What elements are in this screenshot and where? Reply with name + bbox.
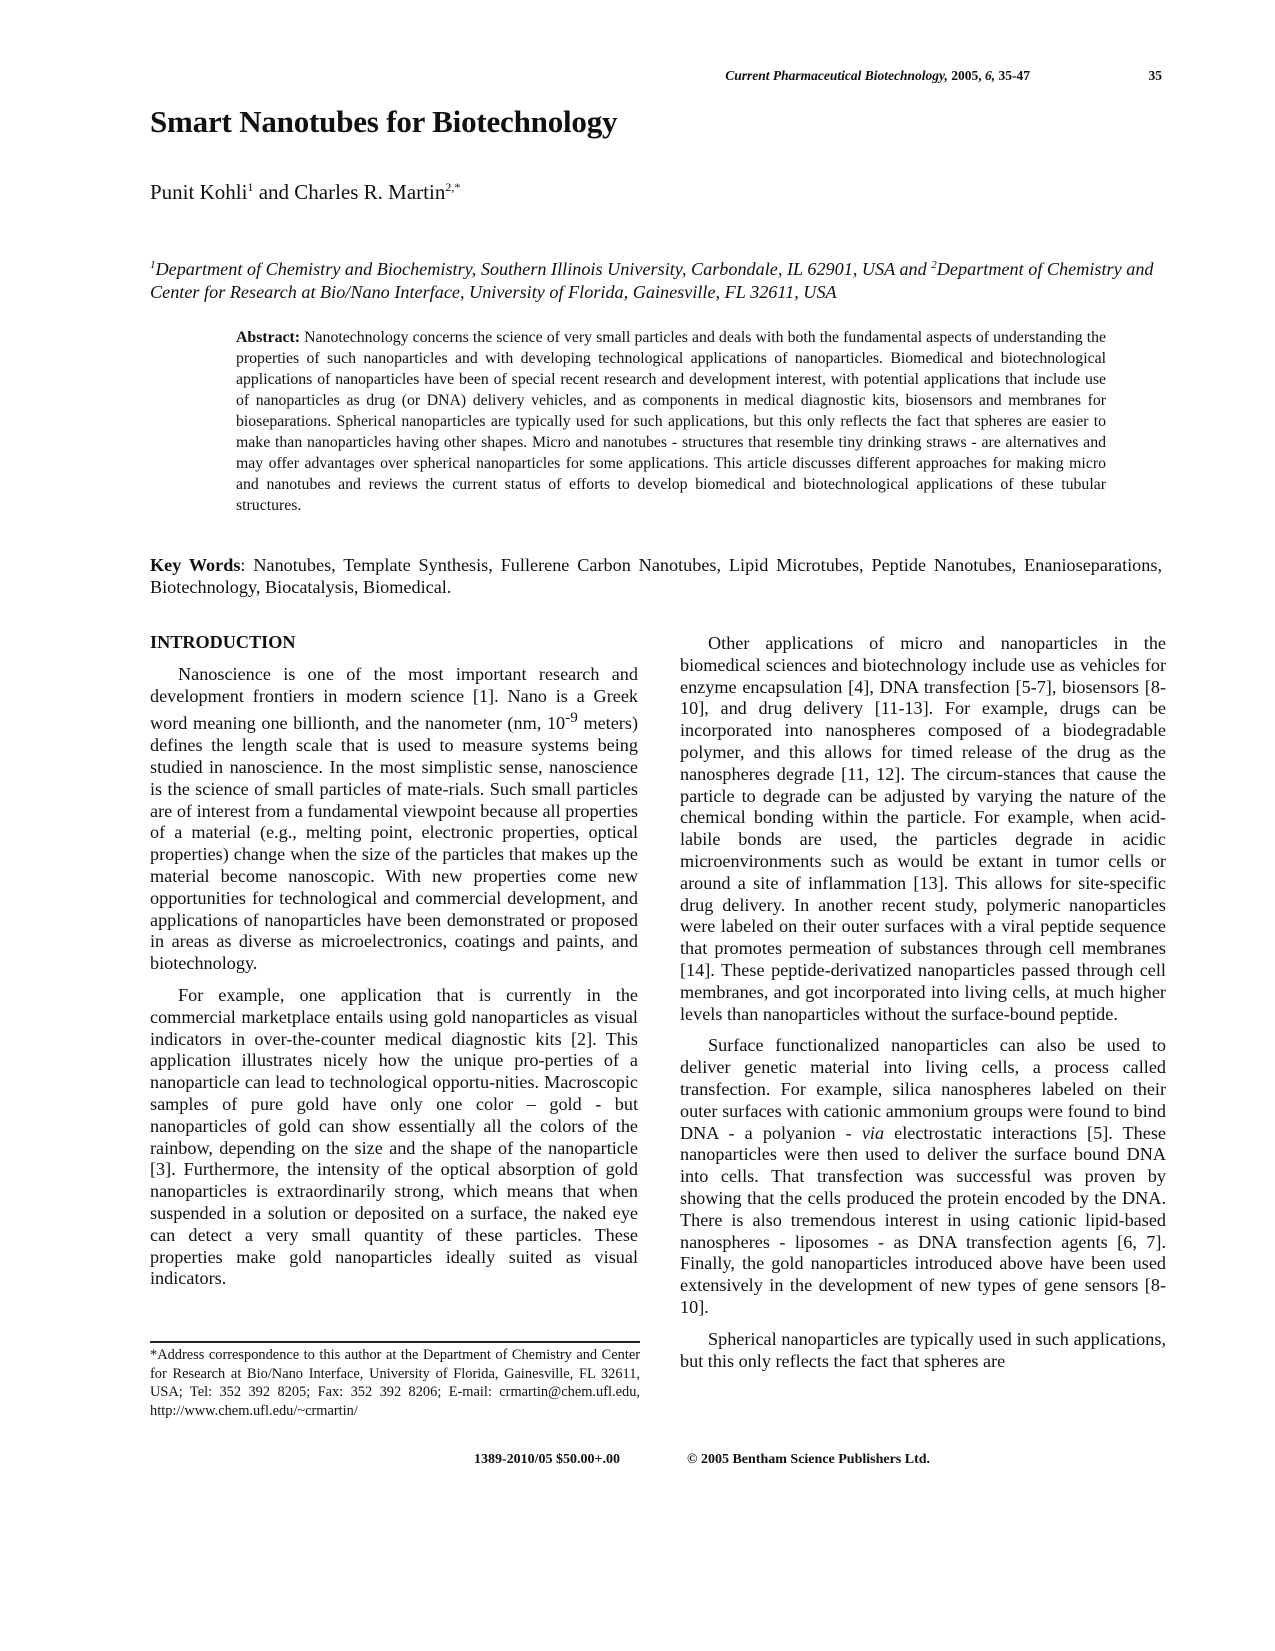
author-name: Punit Kohli [150, 180, 248, 204]
exponent: -9 [565, 709, 578, 727]
affiliation-mark: 1 [150, 259, 156, 271]
copyright-notice: © 2005 Bentham Science Publishers Ltd. [687, 1452, 931, 1467]
body-paragraph: Spherical nanoparticles are typically used in such applications, but this only reflects the fact that spheres are [680, 1328, 1166, 1371]
author-affiliation-mark: 2,* [445, 180, 461, 194]
body-paragraph [680, 1035, 1166, 1318]
footnote-divider [150, 1341, 640, 1343]
body-paragraph: Other applications of micro and nanoparticles in the biomedical sciences and biotechnology include use as vehicles for enzyme encapsulation [4], DNA transfection [5-7], biosensors [8-10], and drug delivery [11-13]. For example, drugs can be incorporated into nanospheres composed of a biodegradable polymer, and this allows for timed release of the drug as the nanospheres degrade [11, 12]. The circum-stances that cause the particle to degrade can be adjusted by varying the nature of the chemical bonding within the particle. For example, when acid-labile bonds are used, the particles degrade in acidic microenvironments such as would be extant in tumor cells or around a site of inflammation [13]. This allows for site-specific drug delivery. In another recent study, polymeric nanoparticles were labeled on their outer surfaces with a viral peptide sequence that promotes permeation of substances through cell membranes [14]. These peptide-derivatized nanoparticles passed through cell membranes, and got incorporated into living cells, at much higher levels than nanoparticles without the surface-bound peptide. [680, 633, 1166, 1024]
affiliations [150, 254, 1162, 304]
keywords-label: Key Words [150, 555, 241, 575]
paragraph-text: Surface functionalized nanoparticles can also be used to deliver genetic material into living cells, a process called transfection. For example, silica nanospheres labeled on their outer surfaces with cationic ammonium groups were found to bind DNA - a polyanion - [680, 1035, 1166, 1143]
abstract-label: Abstract: [236, 329, 301, 346]
keywords [150, 554, 1162, 598]
section-heading: INTRODUCTION [150, 632, 296, 652]
author-name: Charles R. Martin [294, 180, 446, 204]
right-column [680, 633, 1166, 1382]
journal-citation [150, 68, 1030, 84]
correspondence-footnote: *Address correspondence to this author at the Department of Chemistry and Center for Research at Bio/Nano Interface, University of Florida, Gainesville, FL 32611, USA; Tel: 352 392 8205; Fax: 352 392 8206; E-mail: crmartin@chem.ufl.edu, http://www.chem.ufl.edu/~crmartin/ [150, 1347, 640, 1419]
issn-price: 1389-2010/05 $50.00+.00 [474, 1452, 621, 1467]
journal-year: 2005, [947, 68, 985, 83]
keywords-text: : Nanotubes, Template Synthesis, Fullerene Carbon Nanotubes, Lipid Microtubes, Peptide Nanotubes, Enanioseparations, Biotechnology, Biocatalysis, Biomedical. [150, 555, 1162, 597]
journal-pages: 35-47 [995, 68, 1030, 83]
body-paragraph [150, 664, 638, 975]
italic-term: via [861, 1122, 885, 1143]
body-paragraph: For example, one application that is currently in the commercial marketplace entails using gold nanoparticles as visual indicators in over-the-counter medical diagnostic kits [2]. This application illustrates nicely how the unique pro-perties of a nanoparticle can lead to technological opportu-nities. Macroscopic samples of pure gold have only one color – gold - but nanoparticles of gold can show essentially all the colors of the rainbow, depending on the size and the shape of the nanoparticle [3]. Furthermore, the intensity of the optical absorption of gold nanoparticles is extraordinarily strong, which means that when suspended in a solution or deposited on a surface, the naked eye can detect a very small quantity of these particles. These properties make gold nanoparticles ideally suited as visual indicators. [150, 985, 638, 1289]
affiliation-mark: 2 [931, 259, 937, 271]
journal-volume: 6, [985, 68, 996, 83]
page-number: 35 [1148, 68, 1162, 83]
paragraph-text: Nanoscience is one of the most important research and development frontiers in modern science [1]. Nano is a Greek word meaning one billionth, and the nanometer (nm, 10 [150, 663, 638, 734]
affiliation-text: Department of Chemistry and Biochemistry, Southern Illinois University, Carbondale, IL 62901, USA and [155, 259, 932, 280]
left-column [150, 632, 638, 1300]
author-list [150, 180, 460, 205]
paper-title: Smart Nanotubes for Biotechnology [150, 104, 618, 139]
abstract [236, 327, 1106, 516]
author-conjunction: and [253, 180, 295, 204]
author-affiliation-mark: 1 [247, 180, 254, 194]
paragraph-text: electrostatic interactions [5]. These nanoparticles were then used to deliver the surface bound DNA into cells. That transfection was successful was proven by showing that the cells produced the protein encoded by the DNA. There is also tremendous interest in using cationic lipid-based nanospheres - liposomes - as DNA transfection agents [6, 7]. Finally, the gold nanoparticles introduced above have been used extensively in the development of new types of gene sensors [8-10]. [680, 1122, 1166, 1317]
paragraph-text: meters) defines the length scale that is used to measure systems being studied in nanoscience. In the most simplistic sense, nanoscience is the science of small particles of mate-rials. Such small particles are of interest from a fundamental viewpoint because all properties of a material (e.g., melting point, electronic properties, optical properties) change when the size of the particles that makes up the material become nanoscopic. With new properties come new opportunities for technological and commercial development, and applications of nanoparticles have been demonstrated or proposed in areas as diverse as microelectronics, coatings and paints, and biotechnology. [150, 713, 638, 974]
abstract-text: Nanotechnology concerns the science of very small particles and deals with both the fundamental aspects of understanding the properties of such nanoparticles and with developing technological applications of nanoparticles. Biomedical and biotechnological applications of nanoparticles have been of special recent research and development interest, with potential applications that include use of nanoparticles as drug (or DNA) delivery vehicles, and as components in medical diagnostic kits, biosensors and membranes for bioseparations. Spherical nanoparticles are typically used for such applications, but this only reflects the fact that spheres are easier to make than nanoparticles having other shapes. Micro and nanotubes - structures that resemble tiny drinking straws - are alternatives and may offer advantages over spherical nanoparticles for some applications. This article discusses different approaches for making micro and nanotubes and reviews the current status of efforts to develop biomedical and biotechnological applications of these tubular structures. [236, 329, 1106, 514]
journal-name: Current Pharmaceutical Biotechnology, [725, 68, 948, 83]
affiliation-text: Department of Chemistry and Center for Research at Bio/Nano Interface, University of Florida, Gainesville, FL 32611, USA [150, 259, 1154, 303]
